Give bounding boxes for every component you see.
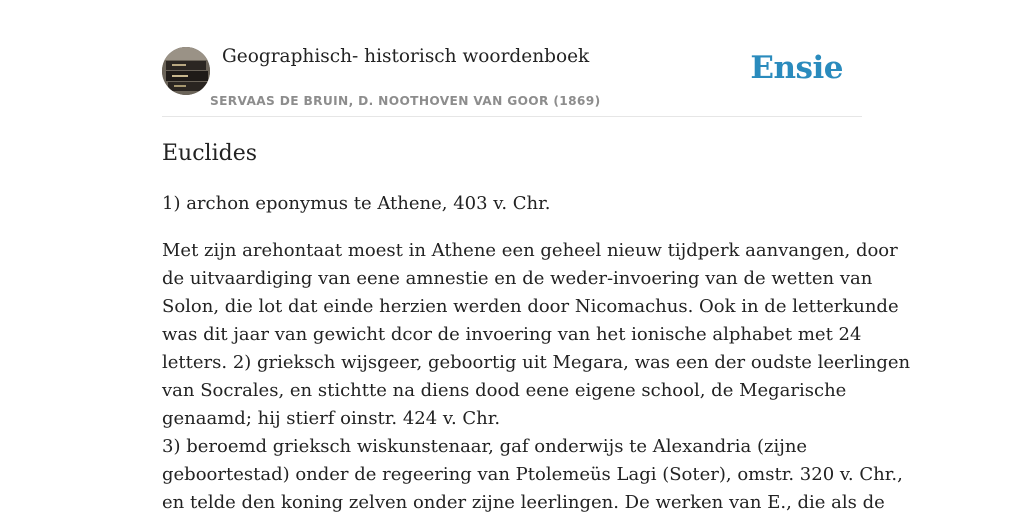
entry-text-line: letters. 2) grieksch wijsgeer, geboortig uit Megara, was een der oudste leerlingen — [162, 352, 911, 373]
entry-paragraph-2 — [162, 237, 911, 512]
entry-paragraph-1: 1) archon eponymus te Athene, 403 v. Chr. — [162, 193, 551, 214]
entry-text-line: genaamd; hij stierf oinstr. 424 v. Chr. — [162, 408, 501, 429]
entry-text-line: de uitvaardiging van eene amnestie en de weder-invoering van de wetten van — [162, 268, 873, 289]
book-title[interactable]: Geographisch- historisch woordenboek — [222, 46, 590, 67]
entry-text-line: 3) beroemd grieksch wiskunstenaar, gaf onderwijs te Alexandria (zijne — [162, 436, 808, 457]
entry-text-line: was dit jaar van gewicht dcor de invoering van het ionische alphabet met 24 — [162, 324, 862, 345]
book-header — [162, 40, 862, 117]
entry-text-line: van Socrales, en stichtte na diens dood eene eigene school, de Megarische — [162, 380, 847, 401]
entry-text-line: Met zijn arehontaat moest in Athene een geheel nieuw tijdperk aanvangen, door — [162, 240, 898, 261]
book-cover-thumbnail-icon[interactable] — [162, 47, 210, 95]
entry-body — [162, 190, 911, 512]
ensie-logo-link[interactable]: Ensie — [750, 50, 843, 86]
entry-text-line: en telde den koning zelven onder zijne leerlingen. De werken van E., die als de — [162, 492, 885, 512]
entry-text-line: geboortestad) onder de regeering van Ptolemeüs Lagi (Soter), omstr. 320 v. Chr., — [162, 464, 903, 485]
entry-headword: Euclides — [162, 141, 258, 166]
book-authors: SERVAAS DE BRUIN, D. NOOTHOVEN VAN GOOR (1869) — [210, 94, 601, 108]
entry-text-line: Solon, die lot dat einde herzien werden door Nicomachus. Ook in de letterkunde — [162, 296, 899, 317]
